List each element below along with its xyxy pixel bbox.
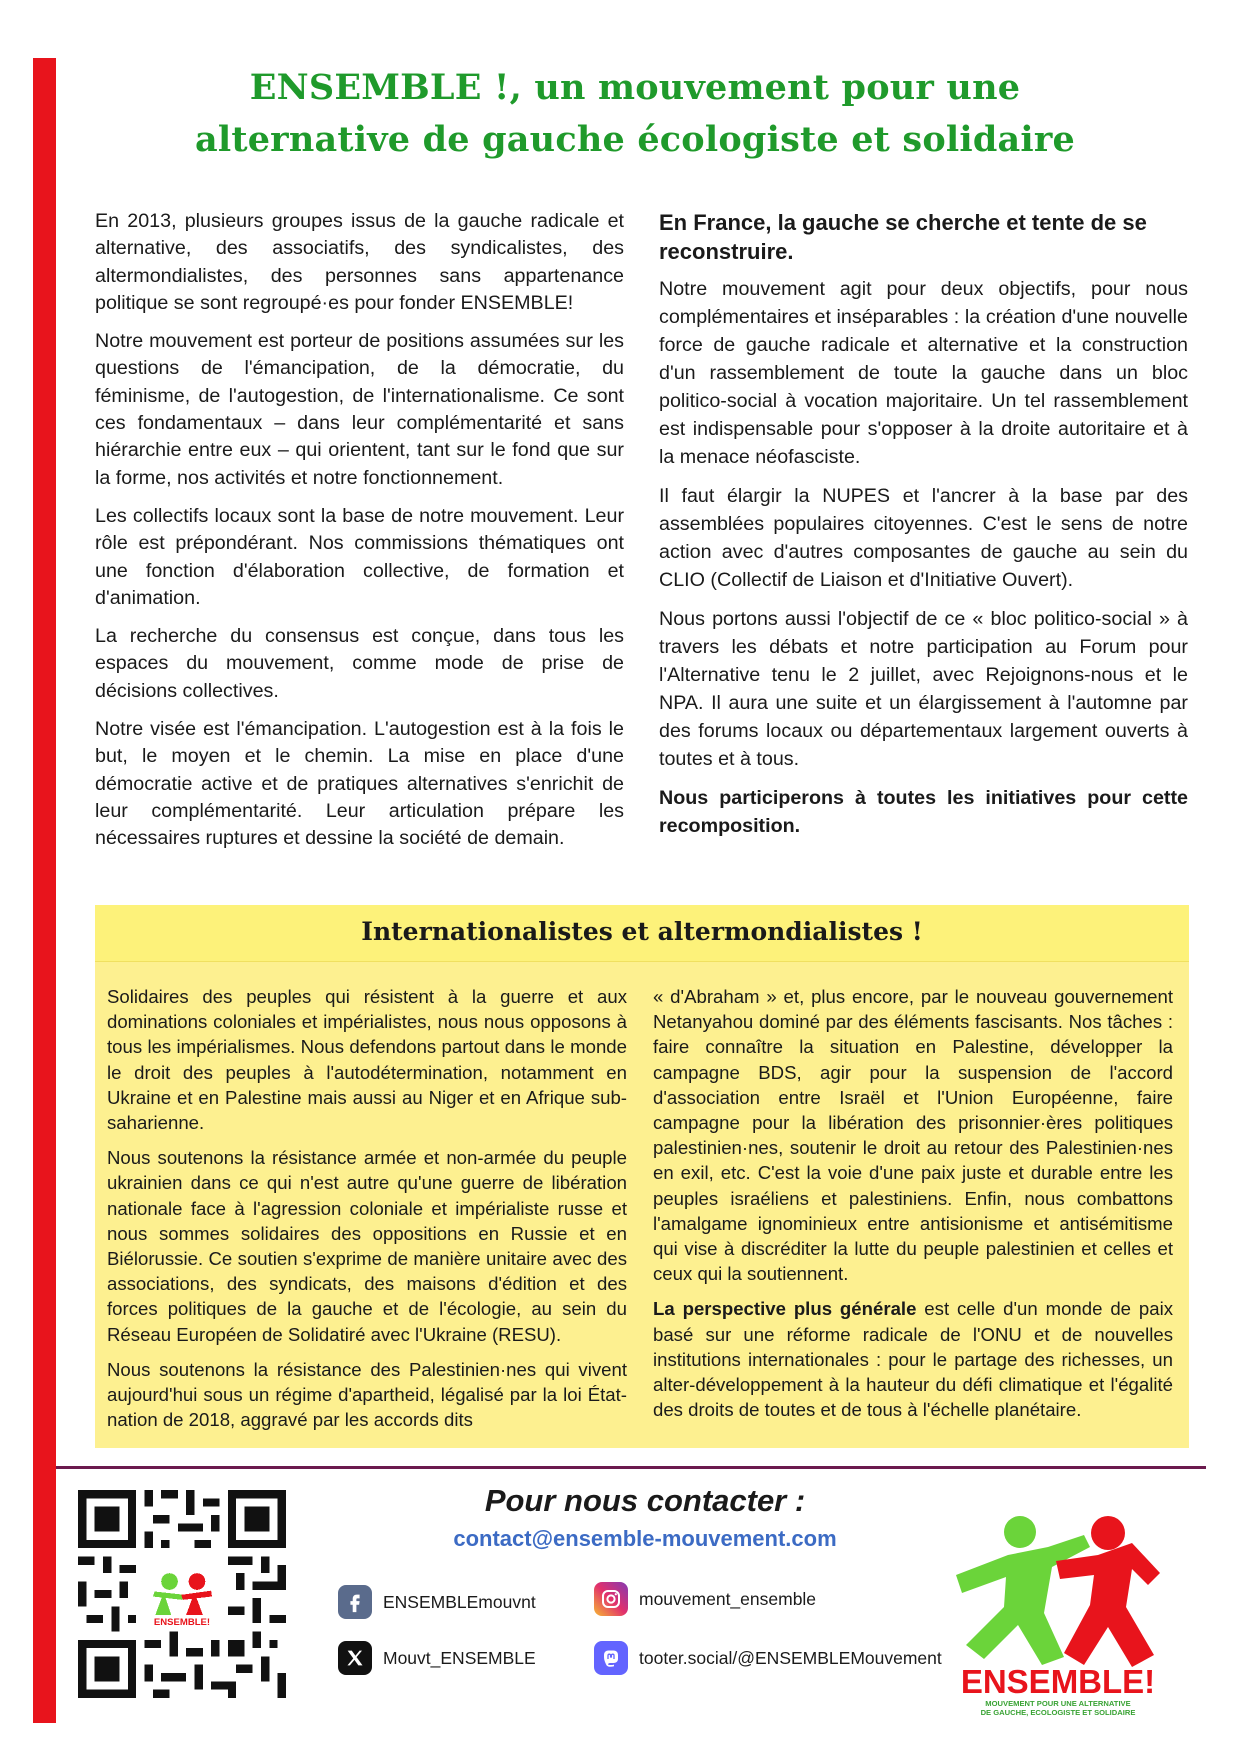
paragraph: Nous portons aussi l'objectif de ce « bloc politico-social » à travers les débats et notre participation au Forum pour l'Alternative tenu le 2 juillet, avec Rejoignons-nous et le NPA. Il aura une suite et un élargissement à l'automne par des forums locaux ou départementaux largement ouverts à toutes et à tous. <box>659 608 1188 770</box>
ensemble-logo <box>948 1495 1168 1725</box>
qr-code[interactable] <box>78 1490 286 1698</box>
paragraph: En 2013, plusieurs groupes issus de la gauche radicale et alternative, des associatifs, des syndicalistes, des altermondialistes, des personnes sans appartenance politique se sont regroupé·es pour fonder ENSEMBLE! <box>95 210 624 314</box>
logo-tagline-2: DE GAUCHE, ECOLOGISTE ET SOLIDAIRE <box>980 1708 1136 1717</box>
logo-red-head <box>1091 1516 1125 1550</box>
contact-title: Pour nous contacter : <box>484 1483 806 1518</box>
x-link[interactable] <box>338 1641 536 1675</box>
right-column <box>659 208 1188 851</box>
left-column <box>95 208 624 864</box>
facebook-link[interactable] <box>338 1585 536 1619</box>
x-handle: Mouvt_ENSEMBLE <box>383 1647 536 1668</box>
qr-center-label: ENSEMBLE! <box>153 1616 211 1628</box>
internationalist-box <box>95 905 1189 1448</box>
footer-divider <box>56 1466 1206 1469</box>
x-icon <box>338 1641 372 1675</box>
paragraph: Notre visée est l'émancipation. L'autogestion est à la fois le but, le moyen et le chemin. La mise en place d'une démocratie active et de pratiques alternatives s'enrichit de leur complémentarité. Leur articulation prépare les nécessaires ruptures et dessine la société de demain. <box>95 718 624 850</box>
box-right-column <box>653 984 1173 1432</box>
paragraph: Nous soutenons la résistance armée et non-armée du peuple ukrainien dans ce qui n'est autre qu'une guerre de libération nationale face à l'agression coloniale et impérialiste russe et nous sommes solidaires des oppositions en Russie et en Biélorussie. Ce soutien s'exprime de manière unitaire avec des associations, des syndicats, des maisons d'édition et des forces politiques de la gauche et de l'écologie, au sein du Réseau Européen de Solidatiré avec l'Ukraine (RESU). <box>107 1147 627 1345</box>
paragraph: La recherche du consensus est conçue, dans tous les espaces du mouvement, comme mode de prise de décisions collectives. <box>95 625 624 702</box>
instagram-link[interactable] <box>594 1582 816 1616</box>
title-line-1: ENSEMBLE !, un mouvement pour une <box>249 67 1021 108</box>
facebook-handle: ENSEMBLEmouvnt <box>383 1591 536 1612</box>
closing-statement: Nous participerons à toutes les initiatives pour cette recomposition. <box>659 787 1188 837</box>
paragraph: « d'Abraham » et, plus encore, par le nouveau gouvernement Netanyahou dominé par des éléments fascisants. Nos tâches : faire connaître la situation en Palestine, développer la campagne BDS, agir pour la suspension de l'accord d'association entre Israël et l'Union Européenne, faire campagne pour la libération des prisonnier·ères politiques palestinien·nes, soutenir le droit au retour des Palestinien·nes en exil, etc. C'est la voie d'une paix juste et durable entre les peuples israéliens et palestiniens. Enfin, nous combattons l'amalgame ignominieux entre antisionisme et antisémitisme qui vise à discréditer la lutte du peuple palestinien et celles et ceux qui la soutiennent. <box>653 986 1173 1285</box>
paragraph: Solidaires des peuples qui résistent à la guerre et aux dominations coloniales et impérialistes, nous nous opposons à tous les impérialismes. Nous defendons partout dans le monde le droit des peuples à l'autodétermination, notamment en Ukraine et en Palestine mais aussi au Niger et en Afrique sub-saharienne. <box>107 986 627 1134</box>
paragraph: Les collectifs locaux sont la base de notre mouvement. Leur rôle est prépondérant. Nos commissions thématiques ont une fonction d'élaboration collective, de formation et d'animation. <box>95 504 624 609</box>
box-header <box>95 905 1189 962</box>
logo-green-head <box>1004 1516 1036 1548</box>
paragraph: Notre mouvement agit pour deux objectifs, pour nous complémentaires et inséparables : la création d'une nouvelle force de gauche radicale et alternative et la construction d'un rassemblement de toute la gauche dans un bloc politico-social à vocation majoritaire. Un tel rassemblement est indispensable pour s'opposer à la droite autoritaire et à la menace néofasciste. <box>659 278 1188 468</box>
bold-lead: La perspective plus générale <box>653 1298 917 1320</box>
logo-wordmark: ENSEMBLE! <box>960 1663 1156 1700</box>
paragraph: Nous soutenons la résistance des Palestinien·nes qui vivent aujourd'hui sous un régime d'apartheid, légalisé par la loi État-nation de 2018, aggravé par les accords dits <box>107 1358 627 1431</box>
paragraph-rest: est celle d'un monde de paix basé sur une réforme radicale de l'ONU et de nouvelles institutions internationales : pour le partage des richesses, un alter-développement à la hauteur du défi climatique et l'égalité des droits de toutes et de tous à l'échelle planétaire. <box>653 1298 1173 1421</box>
facebook-icon <box>338 1585 372 1619</box>
logo-tagline-1: MOUVEMENT POUR UNE ALTERNATIVE <box>985 1699 1131 1708</box>
paragraph <box>653 1296 1173 1422</box>
paragraph: Il faut élargir la NUPES et l'ancrer à la base par des assemblées populaires citoyennes. C'est le sens de notre action avec d'autres composantes de gauche au sein du CLIO (Collectif de Liaison et d'Initiative Ouvert). <box>659 485 1188 591</box>
page-title <box>120 62 1150 166</box>
left-red-bar <box>33 58 56 1723</box>
right-column-heading: En France, la gauche se cherche et tente de se reconstruire. <box>659 210 1147 264</box>
mastodon-handle: tooter.social/@ENSEMBLEMouvement <box>639 1647 942 1668</box>
instagram-handle: mouvement_ensemble <box>639 1588 817 1609</box>
box-title: Internationalistes et altermondialistes ! <box>361 917 923 946</box>
box-body <box>95 962 1189 1448</box>
contact-email-link[interactable]: contact@ensemble-mouvement.com <box>453 1526 837 1551</box>
title-line-2: alternative de gauche écologiste et solidaire <box>194 119 1076 160</box>
mastodon-link[interactable] <box>594 1641 942 1675</box>
box-left-column <box>107 984 627 1442</box>
mastodon-icon <box>594 1641 628 1675</box>
logo-red-figure <box>1056 1543 1160 1667</box>
paragraph: Notre mouvement est porteur de positions assumées sur les questions de l'émancipation, de la démocratie, du féminisme, de l'autogestion, de l'internationalisme. Ce sont ces fondamentaux – dans leur complémentarité et sans hiérarchie entre eux – qui orientent, tant sur le fond que sur la forme, nos activités et notre fonctionnement. <box>95 330 624 489</box>
instagram-icon <box>594 1582 628 1616</box>
